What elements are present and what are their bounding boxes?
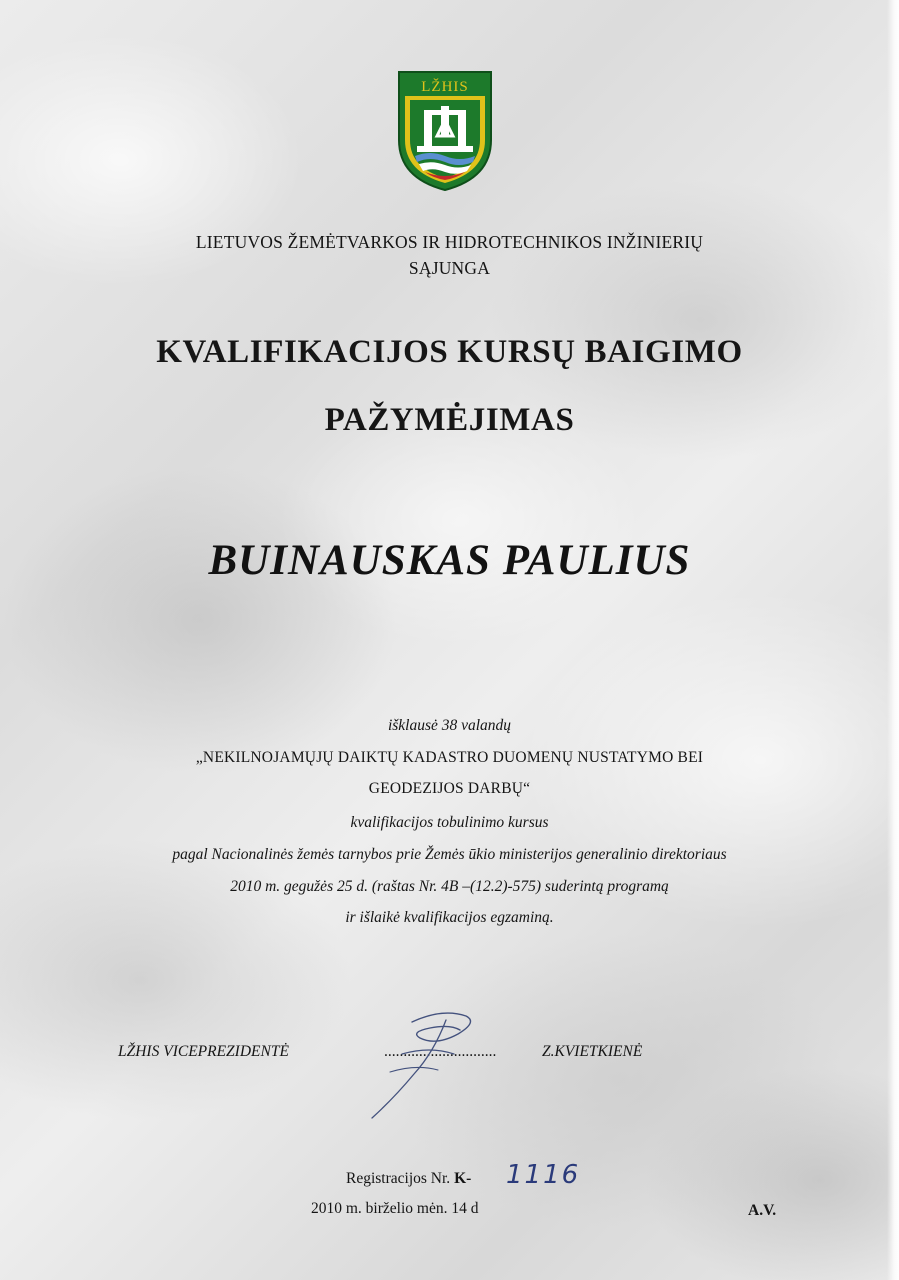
title-line-2: PAŽYMĖJIMAS: [324, 402, 575, 438]
paper-edge: [887, 0, 899, 1280]
lzhis-logo: [397, 70, 493, 192]
signatory-name: Z.KVIETKIENĖ: [542, 1043, 643, 1060]
registration-label: [346, 1170, 471, 1188]
logo-text: LŽHIS: [421, 79, 469, 95]
signature-dots: .............................: [384, 1043, 497, 1060]
registration-prefix: K-: [454, 1170, 472, 1187]
body-line-date: 2010 m. gegužės 25 d. (raštas Nr. 4B –(12.2)-575) suderintą programą: [230, 878, 669, 895]
body-line-pagal: pagal Nacionalinės žemės tarnybos prie Žemės ūkio ministerijos generalinio direktoriaus: [172, 846, 727, 863]
organization-line-1: LIETUVOS ŽEMĖTVARKOS IR HIDROTECHNIKOS INŽINIERIŲ: [195, 232, 704, 252]
registration-label-text: Registracijos Nr.: [346, 1170, 451, 1187]
registration-date: 2010 m. birželio mėn. 14 d: [311, 1200, 479, 1217]
registration-number: 1116: [506, 1160, 581, 1190]
body-line-hours: išklausė 38 valandų: [387, 717, 512, 734]
stamp-mark: A.V.: [748, 1202, 777, 1219]
body-line-kursus: kvalifikacijos tobulinimo kursus: [350, 814, 549, 831]
recipient-name: BUINAUSKAS PAULIUS: [208, 537, 691, 584]
signatory-role: LŽHIS VICEPREZIDENTĖ: [118, 1043, 289, 1060]
body-line-exam: ir išlaikė kvalifikacijos egzaminą.: [345, 909, 554, 926]
handwritten-signature: [350, 1000, 500, 1130]
organization-line-2: SĄJUNGA: [408, 258, 491, 278]
body-line-course-1: „NEKILNOJAMŲJŲ DAIKTŲ KADASTRO DUOMENŲ NUSTATYMO BEI: [195, 749, 704, 766]
title-line-1: KVALIFIKACIJOS KURSŲ BAIGIMO: [156, 334, 743, 370]
body-line-course-2: GEODEZIJOS DARBŲ“: [368, 780, 531, 797]
